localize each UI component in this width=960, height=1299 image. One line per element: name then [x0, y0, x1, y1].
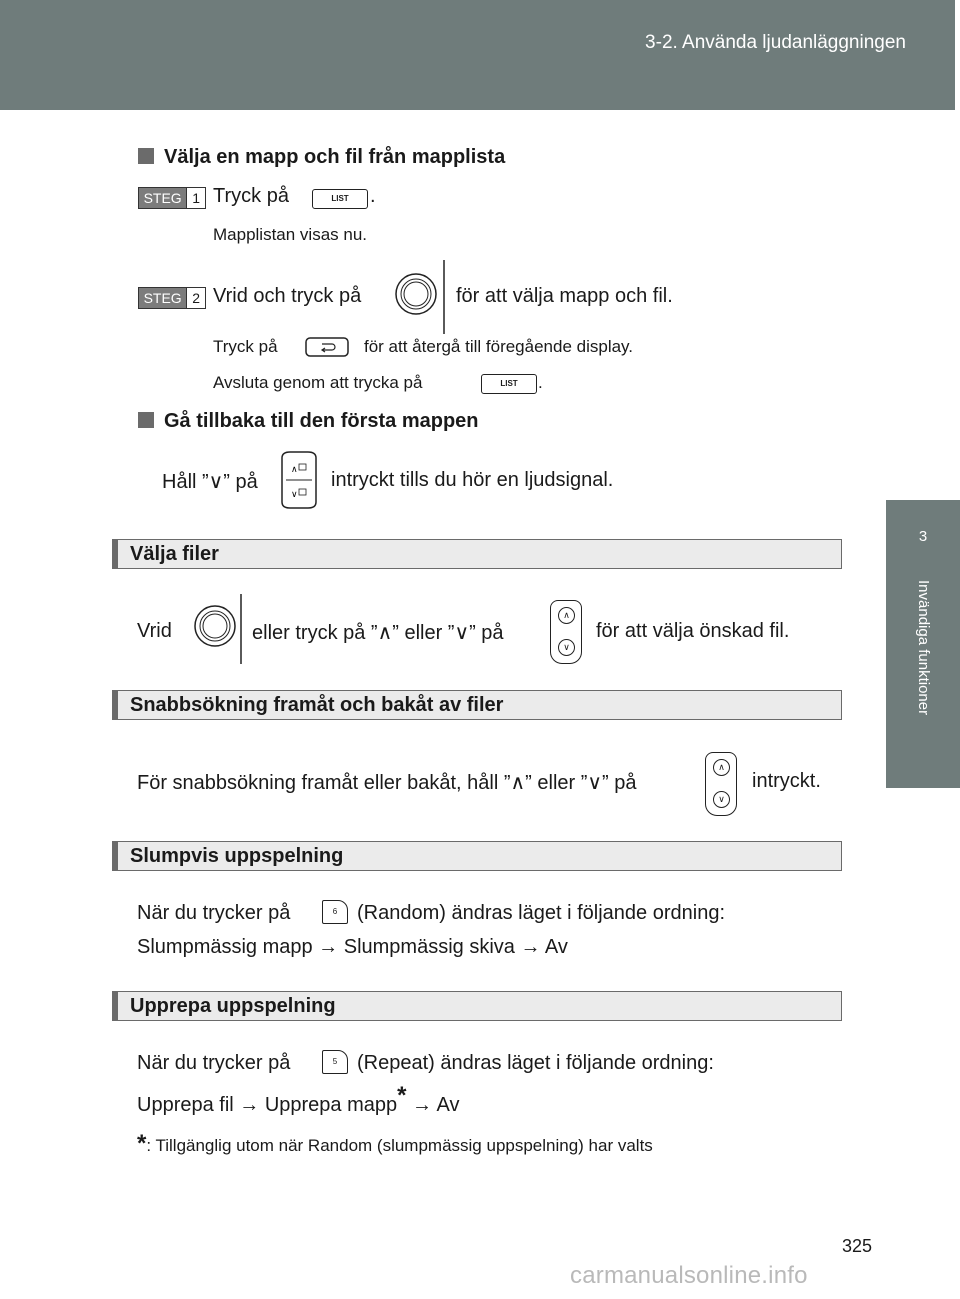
tune-knob-icon	[392, 258, 450, 336]
box-title: Välja filer	[130, 543, 219, 565]
box-repeat-play	[112, 991, 842, 1021]
repeat-line2-a: Upprepa fil → Upprepa mapp	[137, 1094, 398, 1116]
heading-square-icon	[138, 148, 154, 164]
box-fast-search	[112, 690, 842, 720]
step-2-text: Vrid och tryck på	[213, 285, 362, 307]
box-random-play	[112, 841, 842, 871]
section-heading-first-folder	[138, 410, 479, 433]
chapter-title: 3-2. Använda ljudanläggningen	[645, 32, 906, 53]
seek-up-icon: ∧	[558, 607, 575, 624]
seek-down-icon: ∨	[558, 639, 575, 656]
random-line1-b: (Random) ändras läget i följande ordning:	[357, 902, 725, 924]
list-button-icon: LIST	[481, 374, 537, 394]
step-2-badge	[138, 287, 206, 309]
step-number: 1	[186, 188, 205, 208]
seek-button-icon	[705, 752, 737, 816]
repeat-line1-b: (Repeat) ändras läget i följande ordning:	[357, 1052, 714, 1074]
footnote	[137, 1130, 653, 1158]
footnote-marker: *	[137, 1130, 147, 1157]
fast-search-text-b: intryckt.	[752, 770, 821, 792]
seek-button-icon	[550, 600, 582, 664]
step-2-note-back-after: för att återgå till föregående display.	[364, 337, 634, 356]
box-title: Upprepa uppspelning	[130, 995, 336, 1017]
chapter-sidetab	[886, 500, 960, 788]
seek-up-icon: ∧	[713, 759, 730, 776]
heading-text: Välja en mapp och fil från mapplista	[164, 146, 506, 168]
svg-text:∨: ∨	[291, 490, 298, 500]
box-title: Snabbsökning framåt och bakåt av filer	[130, 694, 504, 716]
preset-6-button-icon: 6	[322, 900, 348, 924]
svg-text:∧: ∧	[291, 465, 298, 475]
heading-square-icon	[138, 412, 154, 428]
chapter-number: 3	[918, 528, 928, 545]
select-files-text-b: eller tryck på ”∧” eller ”∨” på	[252, 622, 504, 644]
repeat-line2	[137, 1082, 460, 1118]
section-heading-folder-list	[138, 146, 505, 169]
header-edge	[955, 0, 960, 110]
back-button-icon	[305, 337, 349, 357]
steg-label: STEG	[139, 288, 186, 308]
step-1-period: .	[370, 185, 376, 207]
step-2-note-exit-after: .	[538, 373, 543, 392]
step-2-note-exit: Avsluta genom att trycka på	[213, 373, 423, 392]
step-number: 2	[186, 288, 205, 308]
repeat-line1-a: När du trycker på	[137, 1052, 291, 1074]
step-1-badge	[138, 187, 206, 209]
step-2-note-back: Tryck på	[213, 337, 278, 356]
chapter-label: Invändiga funktioner	[915, 580, 932, 716]
heading-text: Gå tillbaka till den första mappen	[164, 410, 479, 432]
random-line1-a: När du trycker på	[137, 902, 291, 924]
footnote-star: *	[397, 1082, 407, 1109]
select-files-text-a: Vrid	[137, 620, 172, 642]
page-header	[0, 0, 960, 110]
page-number: 325	[842, 1236, 873, 1256]
step-1-text: Tryck på	[213, 185, 289, 207]
box-select-files	[112, 539, 842, 569]
seek-down-icon: ∨	[713, 791, 730, 808]
steg-label: STEG	[139, 188, 186, 208]
footnote-text: : Tillgänglig utom när Random (slumpmässig uppspelning) har valts	[146, 1136, 653, 1155]
first-folder-text: Håll ”∨” på	[162, 471, 258, 493]
first-folder-text-after: intryckt tills du hör en ljudsignal.	[331, 469, 614, 491]
repeat-line2-b: → Av	[412, 1094, 460, 1116]
watermark: carmanualsonline.info	[570, 1262, 808, 1289]
list-button-icon: LIST	[312, 189, 368, 209]
folder-updown-button-icon	[280, 450, 318, 510]
tune-knob-icon	[191, 592, 247, 666]
fast-search-text-a: För snabbsökning framåt eller bakåt, håll ”∧” eller ”∨” på	[137, 772, 637, 794]
step-1-note: Mapplistan visas nu.	[213, 225, 368, 244]
step-2-text-after: för att välja mapp och fil.	[456, 285, 673, 307]
preset-5-button-icon: 5	[322, 1050, 348, 1074]
select-files-text-c: för att välja önskad fil.	[596, 620, 790, 642]
box-title: Slumpvis uppspelning	[130, 845, 344, 867]
random-line2: Slumpmässig mapp → Slumpmässig skiva → Av	[137, 936, 568, 958]
